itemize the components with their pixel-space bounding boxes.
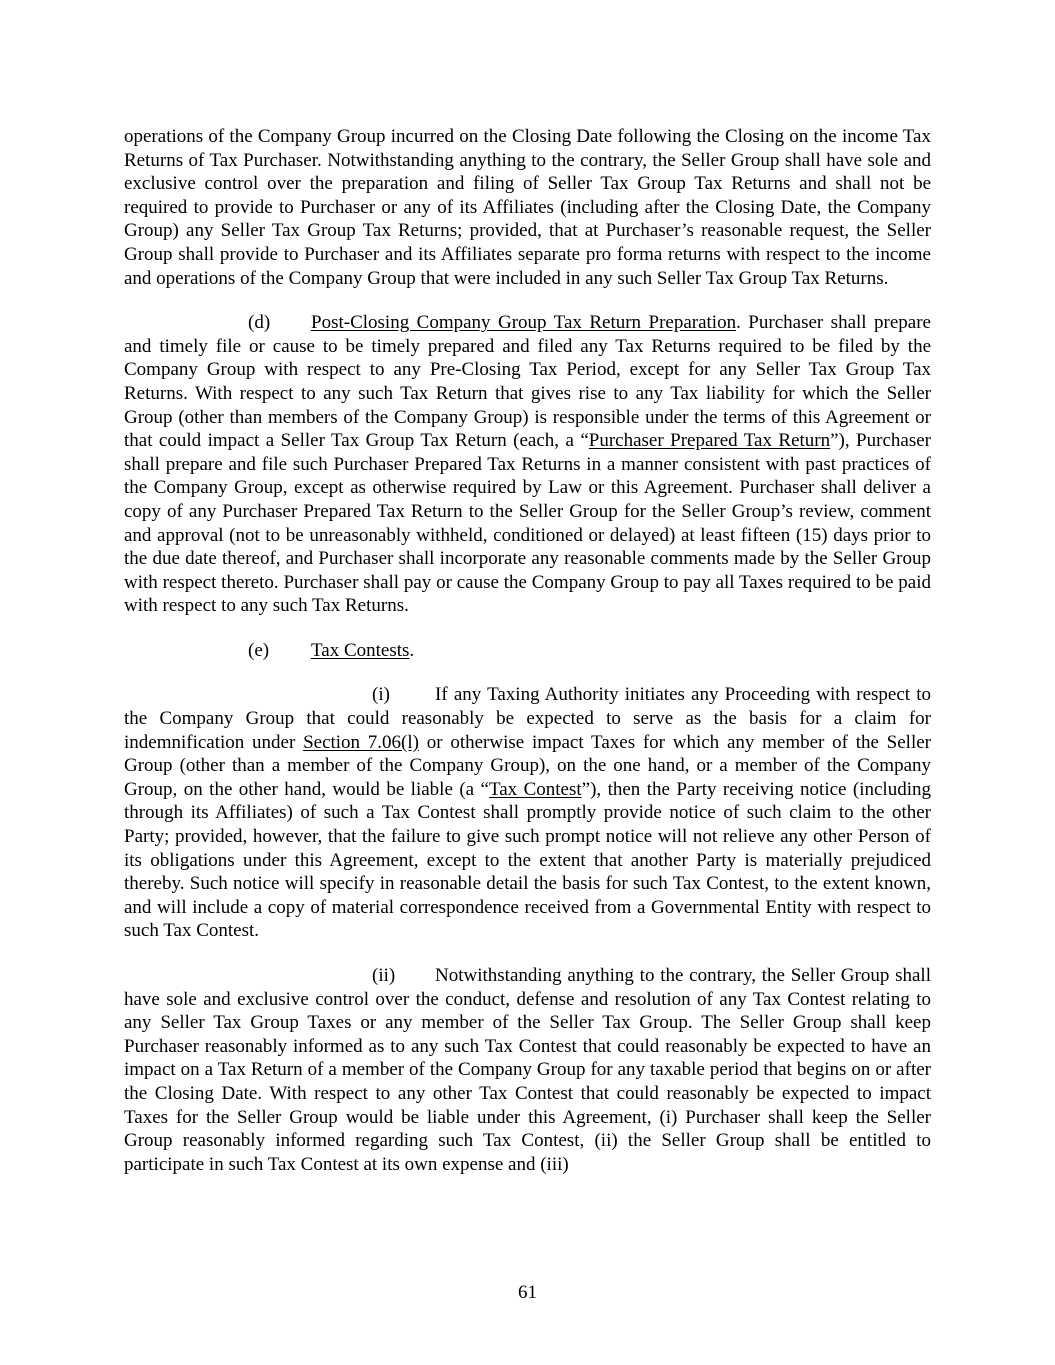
paragraph-d-number: (d) — [248, 312, 271, 334]
page-number: 61 — [518, 1282, 537, 1303]
paragraph-e-i-number: (i) — [372, 684, 390, 706]
paragraph-e-ii-text: Notwithstanding anything to the contrary, the Seller Group shall have sole and exclusive control over the conduct, defense and resolution of any Tax Contest relating to any Seller Tax Group Taxes or any member of the Seller Tax Group. The Seller Group shall keep Purchaser reasonably informed as to any such Tax Contest that could reasonably be expected to have an impact on a Tax Return of a member of the Company Group for any taxable period that begins on or after the Closing Date. With respect to any other Tax Contest that could reasonably be expected to impact Taxes for the Seller Group would be liable under this Agreement, (i) Purchaser shall keep the Seller Group reasonably informed regarding such Tax Contest, (ii) the Seller Group shall be entitled to participate in such Tax Contest at its own expense and (iii) — [124, 965, 931, 1175]
defined-term-purchaser-prepared-tax-return: Purchaser Prepared Tax Return — [588, 430, 831, 452]
paragraph-e-number: (e) — [248, 639, 270, 661]
paragraph-e-heading-suffix: . — [409, 639, 415, 661]
paragraph-e-i-text-2: or otherwise impact Taxes for which any member of the Seller Group (other than a member of the Company Group), on the one hand, or a member of the Company Group, on the other hand, would be liable (a “ — [124, 731, 931, 800]
paragraph-d-heading: Post-Closing Company Group Tax Return Preparation — [311, 312, 737, 334]
paragraph-e-heading: Tax Contests — [311, 639, 410, 661]
paragraph-e-ii-number: (ii) — [372, 965, 396, 986]
paragraph-d — [124, 311, 931, 618]
defined-term-tax-contest: Tax Contest — [488, 778, 582, 800]
paragraph-c-continued — [124, 125, 931, 290]
paragraph-e-i-text-3: ”), then the Party receiving notice (including through its Affiliates) of such a Tax Contest shall promptly provide notice of such claim to the other Party; provided, however, that the failure to give such prompt notice will not relieve any other Person of its obligations under this Agreement, except to the extent that another Party is materially prejudiced thereby. Such notice will specify in reasonable detail the basis for such Tax Contest, to the extent known, and will include a copy of material correspondence received from a Governmental Entity with respect to such Tax Contest. — [124, 778, 931, 942]
paragraph-e — [124, 639, 931, 663]
paragraph-e-i — [124, 683, 931, 943]
paragraph-e-i-text-1: If any Taxing Authority initiates any Proceeding with respect to the Company Group that could reasonably be expected to serve as the basis for a claim for indemnification under — [124, 684, 931, 753]
paragraph-c-text: operations of the Company Group incurred on the Closing Date following the Closing on the income Tax Returns of Tax Purchaser. Notwithstanding anything to the contrary, the Seller Group shall have sole and exclusive control over the preparation and filing of Seller Tax Group Tax Returns and shall not be required to provide to Purchaser or any of its Affiliates (including after the Closing Date, the Company Group) any Seller Tax Group Tax Returns; provided, that at Purchaser’s reasonable request, the Seller Group shall provide to Purchaser and its Affiliates separate pro forma returns with respect to the income and operations of the Company Group that were included in any such Seller Tax Group Tax Returns. — [124, 126, 931, 289]
body-text — [124, 125, 931, 1176]
section-reference: Section 7.06(l) — [303, 731, 419, 753]
paragraph-d-text-2: ”), Purchaser shall prepare and file such Purchaser Prepared Tax Returns in a manner consistent with past practices of the Company Group, except as otherwise required by Law or this Agreement. Purchaser shall deliver a copy of any Purchaser Prepared Tax Return to the Seller Group for the Seller Group’s review, comment and approval (not to be unreasonably withheld, conditioned or delayed) at least fifteen (15) days prior to the due date thereof, and Purchaser shall incorporate any reasonable comments made by the Seller Group with respect thereto. Purchaser shall pay or cause the Company Group to pay all Taxes required to be paid with respect to any such Tax Returns. — [124, 430, 931, 617]
paragraph-e-ii — [124, 964, 931, 1176]
paragraph-d-text-1: . Purchaser shall prepare and timely file or cause to be timely prepared and filed any Tax Returns required to be filed by the Company Group with respect to any Pre-Closing Tax Period, except for any Seller Tax Group Tax Returns. With respect to any such Tax Return that gives rise to any Tax liability for which the Seller Group (other than members of the Company Group) is responsible under the terms of this Agreement or that could impact a Seller Tax Group Tax Return (each, a “ — [124, 312, 931, 452]
